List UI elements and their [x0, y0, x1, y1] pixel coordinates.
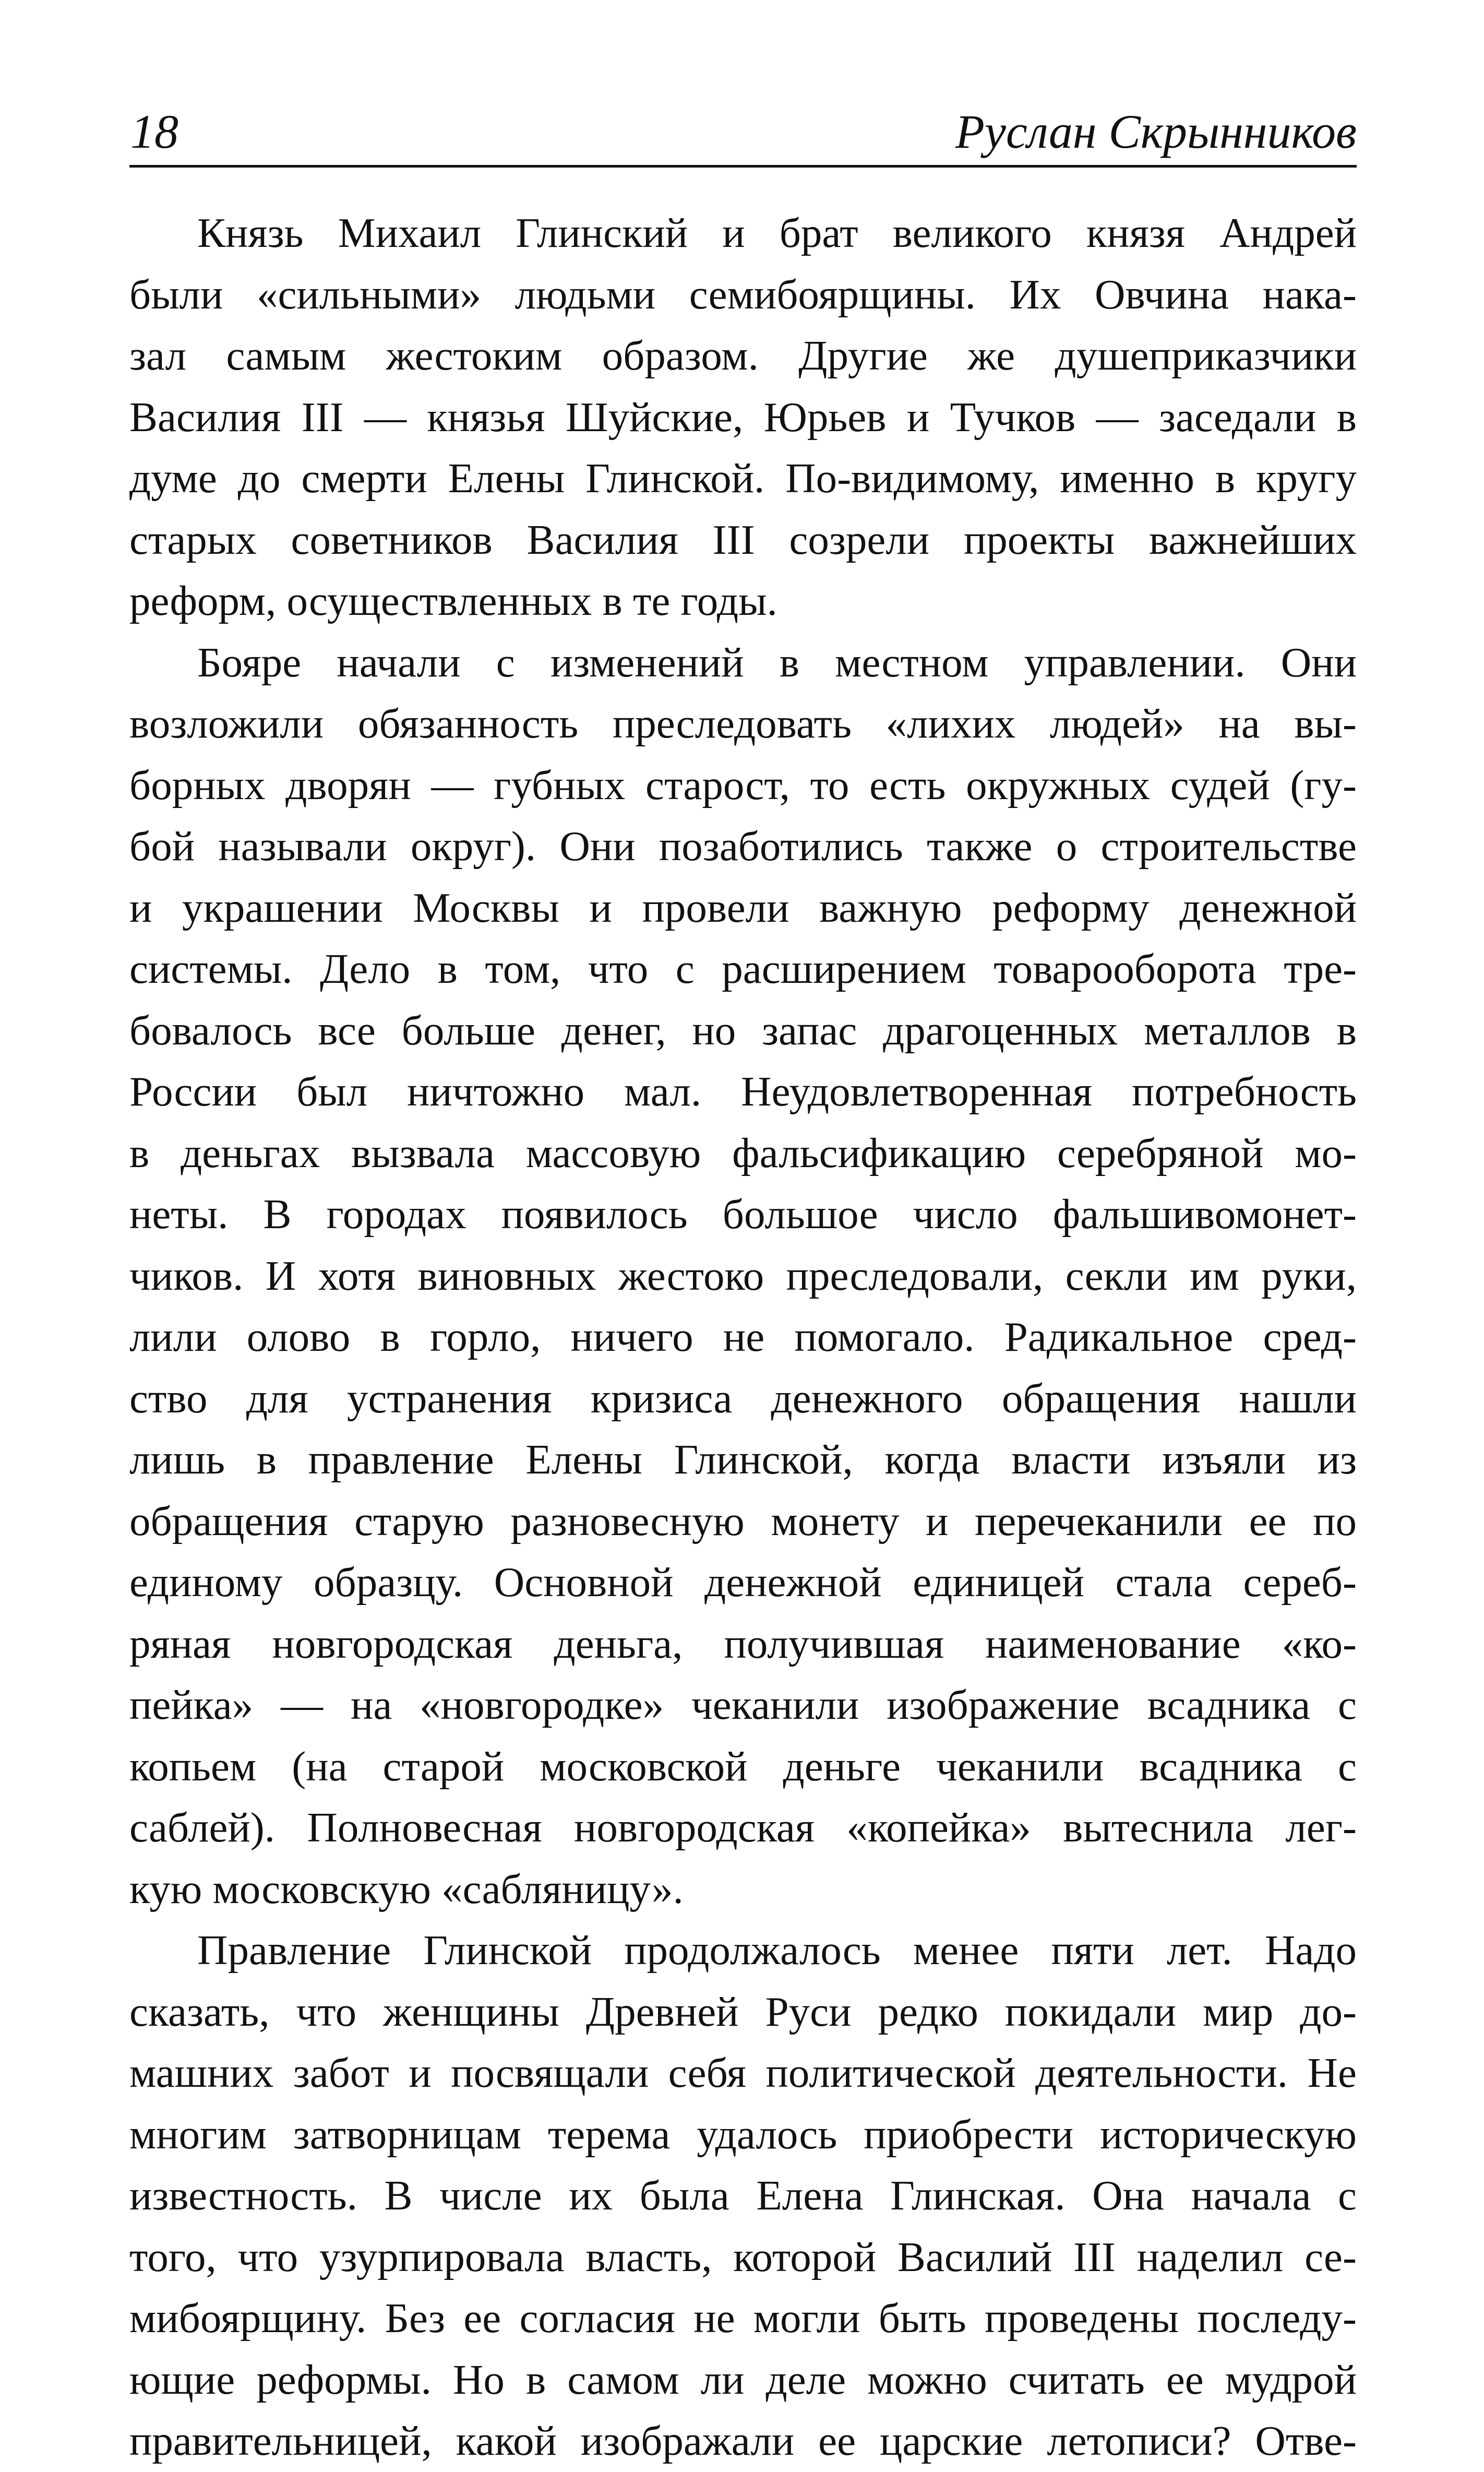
text-line: и украшении Москвы и провели важную реформу денежной	[129, 884, 1357, 931]
text-line: лили олово в горло, ничего не помогало. Радикальное сред-	[129, 1313, 1357, 1360]
text-line: Василия III — князья Шуйские, Юрьев и Тучков — заседали в	[129, 393, 1357, 441]
text-line: лишь в правление Елены Глинской, когда власти изъяли из	[129, 1436, 1357, 1483]
text-line: сказать, что женщины Древней Руси редко покидали мир до-	[129, 1988, 1357, 2035]
text-line: бой называли округ). Они позаботились также о строительстве	[129, 823, 1357, 870]
text-line: многим затворницам терема удалось приобрести историческую	[129, 2110, 1357, 2158]
text-line: бовалось все больше денег, но запас драгоценных металлов в	[129, 1006, 1357, 1054]
text-line: зал самым жестоким образом. Другие же душеприказчики	[129, 332, 1357, 379]
text-line: ющие реформы. Но в самом ли деле можно считать ее мудрой	[129, 2356, 1357, 2403]
text-line: Бояре начали с изменений в местном управлении. Они	[197, 638, 1357, 686]
header-rule	[129, 165, 1357, 168]
text-line: реформ, осуществленных в те годы.	[129, 577, 777, 624]
text-line: Правление Глинской продолжалось менее пяти лет. Надо	[197, 1927, 1357, 1974]
author-name: Руслан Скрынников	[955, 105, 1357, 158]
text-line: мибоярщину. Без ее согласия не могли быть проведены последу-	[129, 2295, 1357, 2342]
text-line: Князь Михаил Глинский и брат великого князя Андрей	[197, 209, 1357, 256]
text-line: единому образцу. Основной денежной единицей стала сереб-	[129, 1559, 1357, 1606]
paragraph-1	[129, 203, 1357, 632]
text-line: старых советников Василия III созрели проекты важнейших	[129, 516, 1357, 563]
text-line: пейка» — на «новгородке» чеканили изображение всадника с	[129, 1681, 1357, 1728]
text-line: системы. Дело в том, что с расширением товарооборота тре-	[129, 945, 1357, 992]
text-line: возложили обязанность преследовать «лихих людей» на вы-	[129, 700, 1357, 747]
text-line: того, что узурпировала власть, которой Василий III наделил се-	[129, 2233, 1357, 2280]
text-line: в деньгах вызвала массовую фальсификацию серебряной мо-	[129, 1129, 1357, 1176]
text-line: ряная новгородская деньга, получившая наименование «ко-	[129, 1620, 1357, 1667]
text-line: неты. В городах появилось большое число фальшивомонет-	[129, 1191, 1357, 1238]
text-line: России был ничтожно мал. Неудовлетворенная потребность	[129, 1068, 1357, 1115]
text-line: ство для устранения кризиса денежного обращения нашли	[129, 1374, 1357, 1422]
text-line: чиков. И хотя виновных жестоко преследовали, секли им руки,	[129, 1252, 1357, 1299]
text-line: копьем (на старой московской деньге чеканили всадника с	[129, 1742, 1357, 1790]
text-line: обращения старую разновесную монету и перечеканили ее по	[129, 1497, 1357, 1544]
paragraph-3	[129, 1920, 1357, 2472]
text-line: борных дворян — губных старост, то есть окружных судей (гу-	[129, 761, 1357, 809]
paragraph-2	[129, 632, 1357, 1920]
text-line: думе до смерти Елены Глинской. По-видимому, именно в кругу	[129, 455, 1357, 502]
text-line: саблей). Полновесная новгородская «копейка» вытеснила лег-	[129, 1804, 1357, 1851]
page-number: 18	[130, 105, 178, 158]
text-line: были «сильными» людьми семибоярщины. Их Овчина нака-	[129, 270, 1357, 318]
text-line: правительницей, какой изображали ее царские летописи? Отве-	[129, 2417, 1357, 2464]
book-page	[129, 99, 1357, 2464]
text-line: машних забот и посвящали себя политической деятельности. Не	[129, 2049, 1357, 2096]
running-header	[129, 99, 1357, 172]
text-line: кую московскую «сабляницу».	[129, 1865, 684, 1912]
body-text	[129, 203, 1357, 2472]
text-line: известность. В числе их была Елена Глинская. Она начала с	[129, 2172, 1357, 2219]
